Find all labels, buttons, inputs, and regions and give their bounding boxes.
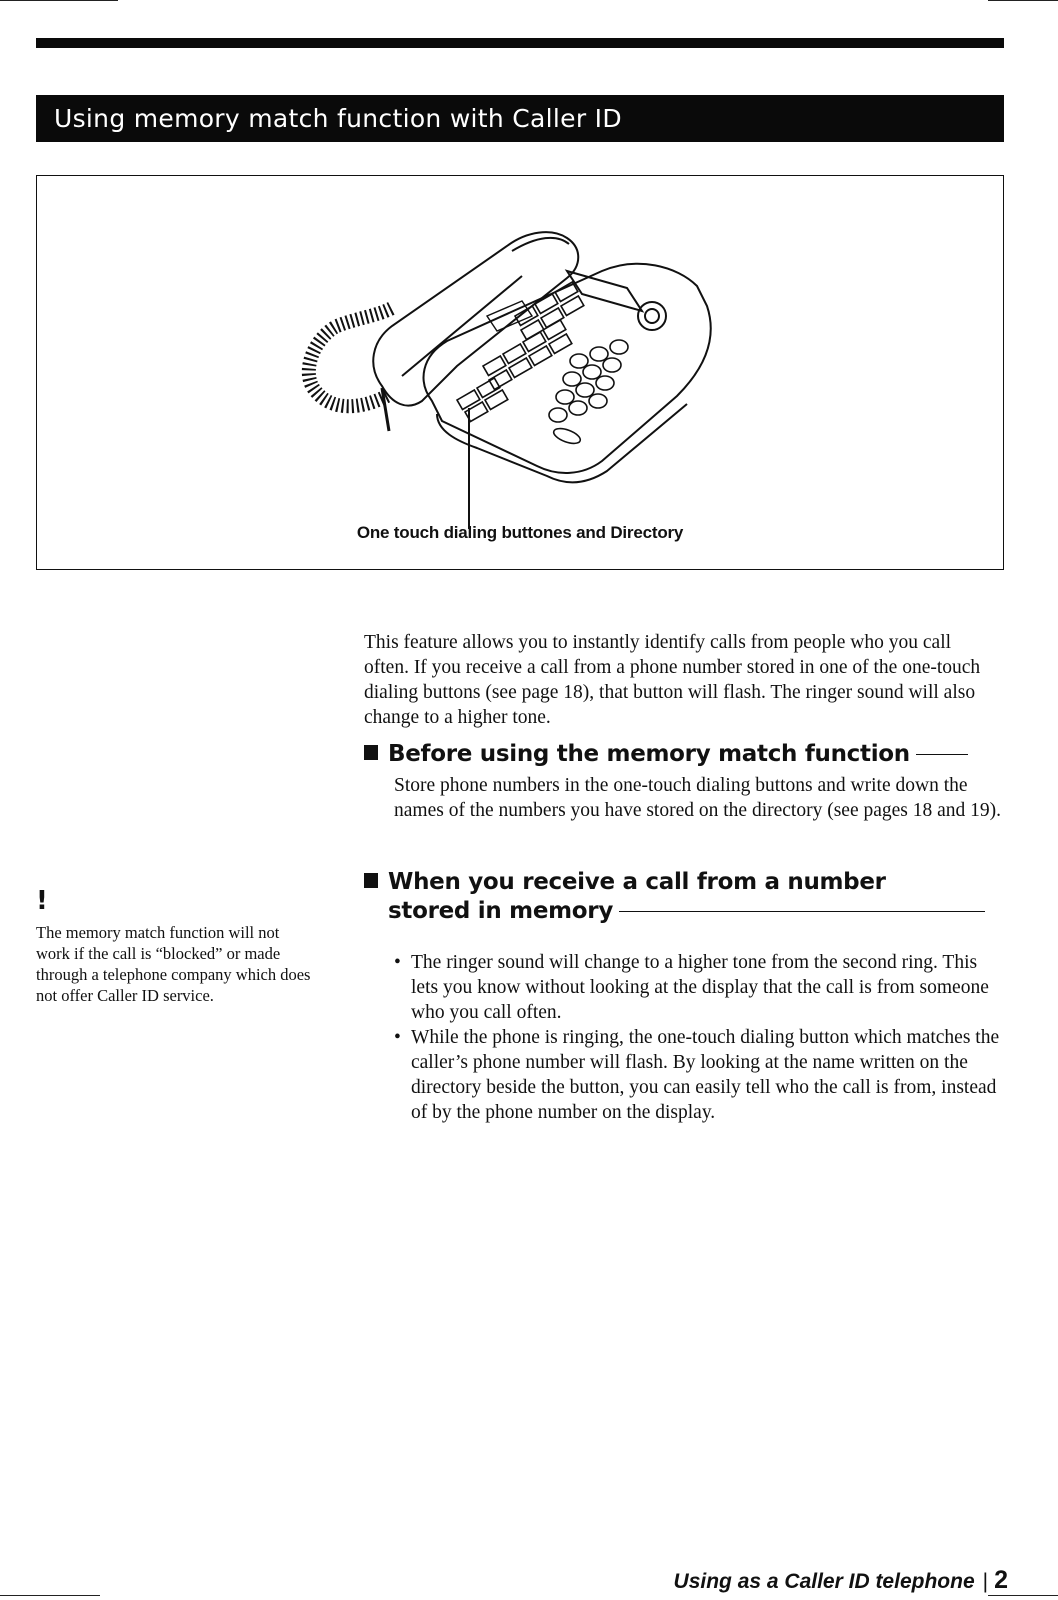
top-rule bbox=[36, 38, 1004, 48]
bullet-list bbox=[394, 950, 1006, 1125]
section-heading-text: When you receive a call from a number bbox=[388, 869, 886, 895]
list-item: • While the phone is ringing, the one-touch dialing button which matches the caller’s phone number will flash. By looking at the name written on the directory beside the button, you can easily tell who the call is from, instead of by the phone number on the display. bbox=[394, 1027, 1000, 1123]
figure-caption: One touch dialing buttones and Directory bbox=[356, 523, 684, 542]
note-text: The memory match function will not work if the call is “blocked” or made through a telephone company which does not offer Caller ID service. bbox=[36, 923, 311, 1005]
page-number: 2 bbox=[994, 1566, 1008, 1594]
bullet-dot-icon: • bbox=[394, 1027, 401, 1048]
section-body-before-using: Store phone numbers in the one-touch dialing buttons and write down the names of the numbers you have stored on the directory (see pages 18 and 19). bbox=[394, 775, 1002, 821]
page-title: Using memory match function with Caller ID bbox=[36, 95, 1004, 142]
square-bullet-icon bbox=[364, 873, 378, 888]
note-exclamation-icon: ! bbox=[36, 886, 48, 916]
section-heading-before-using bbox=[364, 740, 1004, 769]
figure-frame bbox=[36, 175, 1004, 570]
crop-mark bbox=[0, 0, 118, 1]
bullet-dot-icon: • bbox=[394, 952, 401, 973]
crop-mark bbox=[988, 0, 1058, 1]
heading-rule bbox=[916, 754, 968, 755]
crop-mark bbox=[0, 1595, 100, 1596]
crop-mark bbox=[988, 1595, 1058, 1596]
page-footer bbox=[674, 1566, 1008, 1595]
section-heading-text: stored in memory bbox=[388, 898, 614, 924]
footer-separator: | bbox=[982, 1570, 989, 1593]
heading-rule bbox=[619, 911, 985, 912]
footer-section-title: Using as a Caller ID telephone bbox=[673, 1570, 975, 1593]
list-item: • The ringer sound will change to a higher tone from the second ring. This lets you know without looking at the display that the call is from someone who you call often. bbox=[394, 952, 989, 1023]
square-bullet-icon bbox=[364, 745, 378, 760]
section-heading-text: Before using the memory match function bbox=[388, 741, 910, 767]
telephone-illustration-icon bbox=[37, 176, 1003, 569]
section-heading-when-you-receive bbox=[364, 868, 1004, 926]
intro-paragraph: This feature allows you to instantly identify calls from people who you call often. If you receive a call from a phone number stored in one of the one-touch dialing buttons (see page 18), that button will flash. The ringer sound will also change to a higher tone. bbox=[364, 632, 981, 728]
